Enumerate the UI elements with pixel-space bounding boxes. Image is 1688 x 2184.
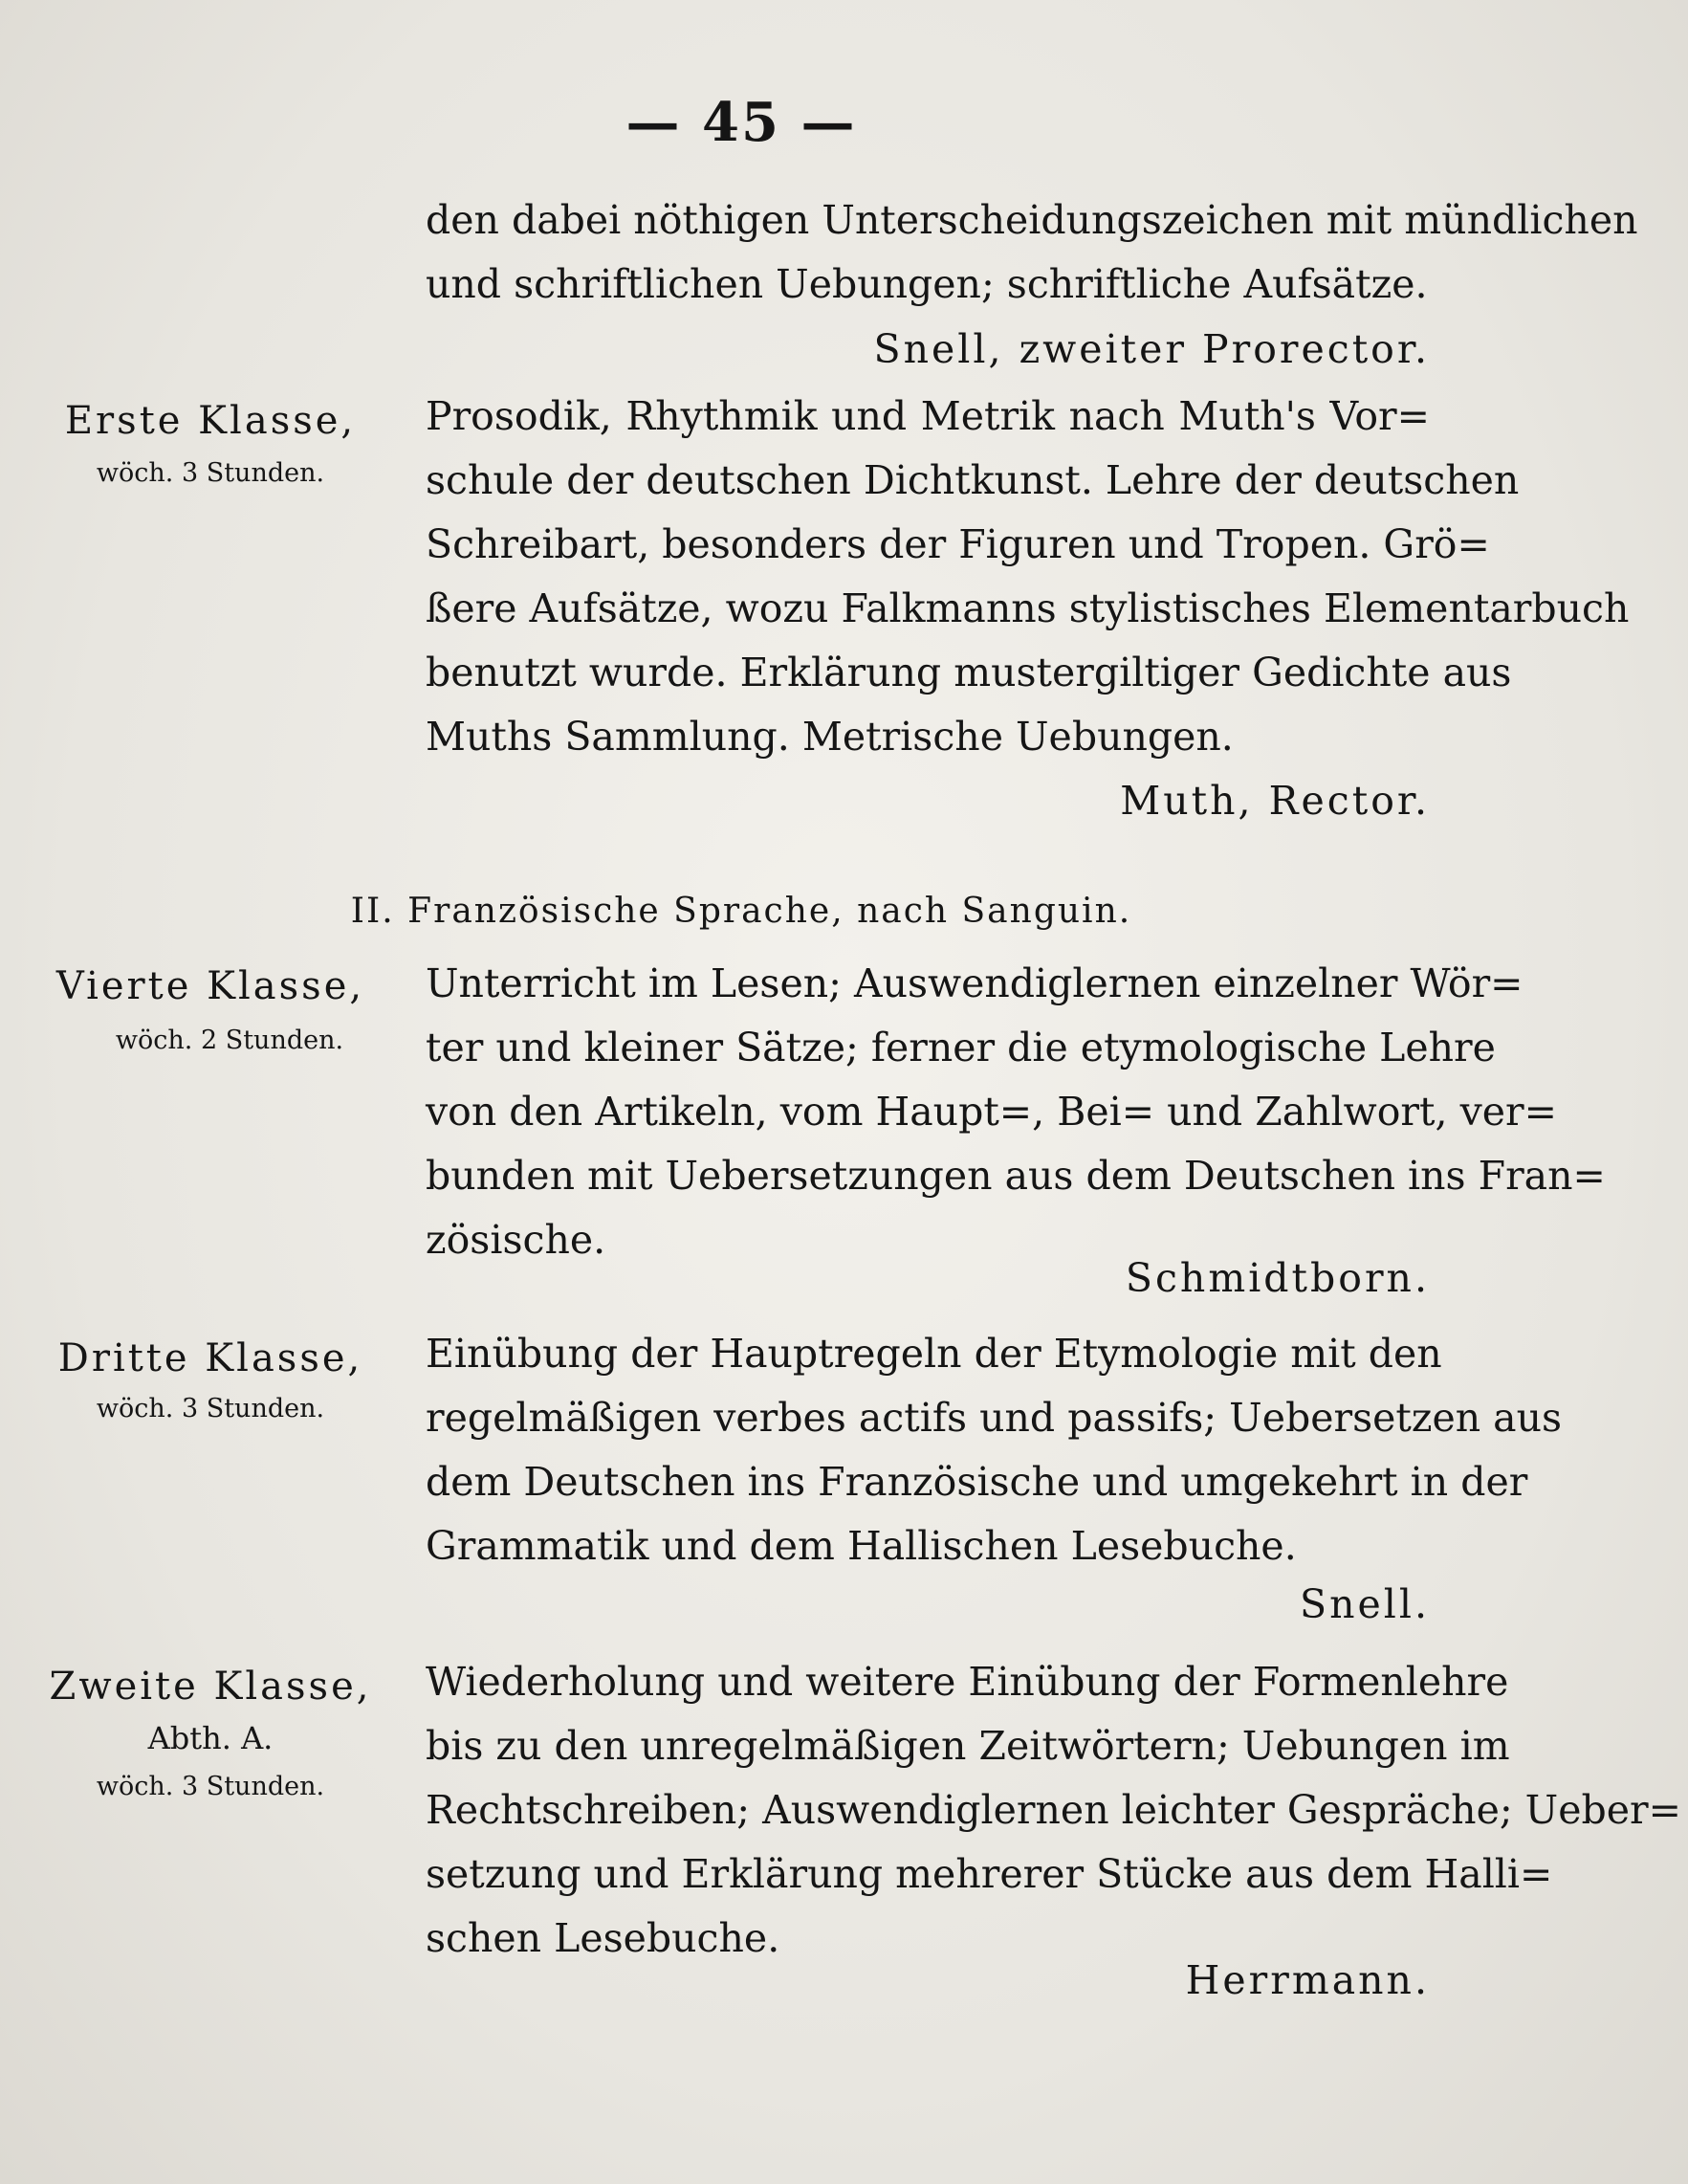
body-line: Einübung der Hauptregeln der Etymologie mit den — [426, 1331, 1442, 1377]
class-hours: wöch. 3 Stunden. — [96, 458, 325, 488]
body-line: bunden mit Uebersetzungen aus dem Deutschen ins Fran= — [426, 1153, 1606, 1199]
body-line: den dabei nöthigen Unterscheidungszeichen mit mündlichen — [426, 197, 1638, 243]
body-line: Unterricht im Lesen; Auswendiglernen einzelner Wör= — [426, 960, 1524, 1006]
class-hours: wöch. 3 Stunden. — [96, 1772, 325, 1801]
body-line: ßere Aufsätze, wozu Falkmanns stylistisches Elementarbuch — [426, 585, 1630, 631]
page-number: — 45 — — [625, 91, 857, 154]
body-line: Schreibart, besonders der Figuren und Tropen. Grö= — [426, 521, 1490, 567]
body-line: von den Artikeln, vom Haupt=, Bei= und Zahlwort, ver= — [426, 1089, 1557, 1135]
body-line: schen Lesebuche. — [426, 1915, 780, 1961]
class-hours: wöch. 2 Stunden. — [115, 1026, 344, 1055]
class-label: Vierte Klasse, — [55, 964, 365, 1008]
body-line: und schriftlichen Uebungen; schriftliche Aufsätze. — [426, 261, 1428, 307]
body-line: Wiederholung und weitere Einübung der Formenlehre — [426, 1659, 1509, 1705]
signature: Schmidtborn. — [1125, 1255, 1430, 1301]
body-line: benutzt wurde. Erklärung mustergiltiger Gedichte aus — [426, 650, 1512, 695]
signature: Muth, Rector. — [1120, 778, 1430, 824]
class-label: Dritte Klasse, — [57, 1336, 363, 1380]
class-division: Abth. A. — [147, 1720, 274, 1756]
body-line: ter und kleiner Sätze; ferner die etymologische Lehre — [426, 1025, 1496, 1070]
body-line: schule der deutschen Dichtkunst. Lehre der deutschen — [426, 457, 1520, 503]
class-label: Erste Klasse, — [64, 399, 357, 443]
body-line: setzung und Erklärung mehrerer Stücke aus dem Halli= — [426, 1851, 1553, 1897]
class-hours: wöch. 3 Stunden. — [96, 1394, 325, 1423]
class-label: Zweite Klasse, — [49, 1665, 372, 1709]
body-line: Prosodik, Rhythmik und Metrik nach Muth's Vor= — [426, 393, 1430, 439]
body-line: bis zu den unregelmäßigen Zeitwörtern; Uebungen im — [426, 1723, 1510, 1769]
signature: Herrmann. — [1185, 1957, 1430, 2003]
body-line: zösische. — [426, 1217, 606, 1263]
section-heading: II. Französische Sprache, nach Sanguin. — [350, 892, 1132, 931]
signature: Snell, zweiter Prorector. — [873, 326, 1430, 372]
body-line: Rechtschreiben; Auswendiglernen leichter Gespräche; Ueber= — [426, 1787, 1681, 1833]
signature: Snell. — [1299, 1581, 1430, 1627]
body-line: dem Deutschen ins Französische und umgekehrt in der — [426, 1459, 1528, 1505]
body-line: Grammatik und dem Hallischen Lesebuche. — [426, 1523, 1297, 1569]
body-line: regelmäßigen verbes actifs und passifs; Uebersetzen aus — [426, 1395, 1563, 1441]
body-line: Muths Sammlung. Metrische Uebungen. — [426, 714, 1234, 760]
